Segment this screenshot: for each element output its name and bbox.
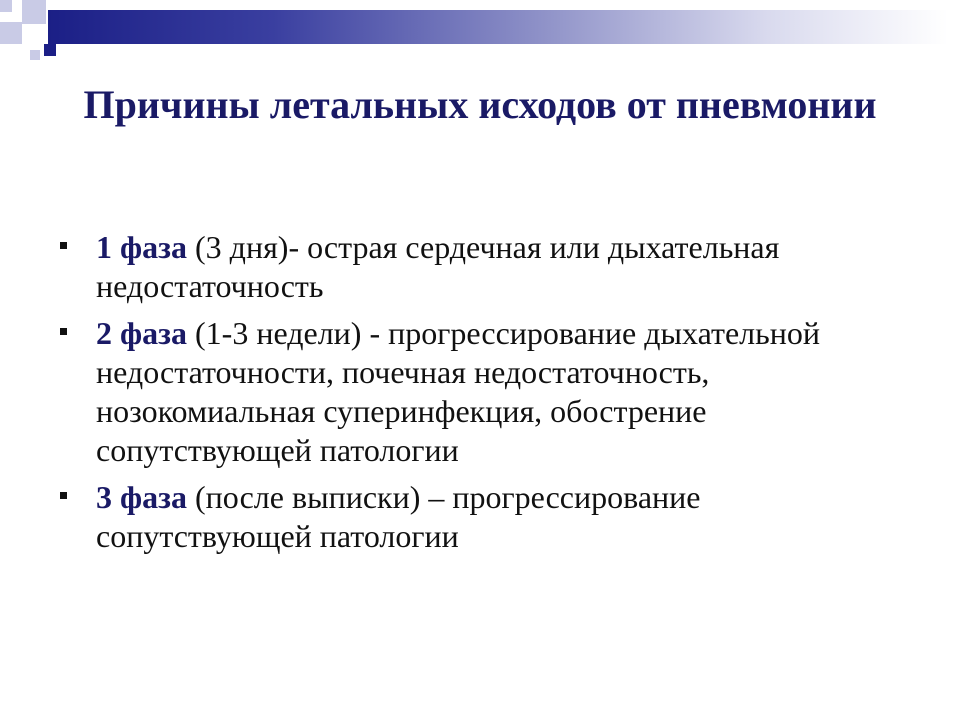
decorative-square bbox=[44, 44, 56, 56]
phase-label: 1 фаза bbox=[96, 229, 187, 265]
decorative-square bbox=[26, 26, 42, 42]
slide-title: Причины летальных исходов от пневмонии bbox=[83, 82, 877, 127]
phase-label: 2 фаза bbox=[96, 315, 187, 351]
phase-label: 3 фаза bbox=[96, 479, 187, 515]
decorative-square bbox=[0, 22, 22, 44]
phase-description: (1-3 недели) - прогрессирование дыхательной недостаточности, почечная недостаточность, нозокомиальная суперинфекция, обострение сопутствующей патологии bbox=[96, 315, 820, 468]
bullet-item-phase-3 bbox=[60, 478, 920, 556]
bullet-item-phase-1 bbox=[60, 228, 920, 306]
decorative-square bbox=[30, 50, 40, 60]
bullet-list bbox=[60, 228, 920, 564]
bullet-square-icon bbox=[60, 242, 67, 249]
decorative-square bbox=[22, 0, 46, 24]
phase-description: (3 дня)- острая сердечная или дыхательная недостаточность bbox=[96, 229, 780, 304]
header-gradient-bar bbox=[48, 10, 948, 44]
decorative-square bbox=[0, 0, 12, 12]
bullet-square-icon bbox=[60, 492, 67, 499]
bullet-item-phase-2 bbox=[60, 314, 920, 470]
bullet-square-icon bbox=[60, 328, 67, 335]
phase-description: (после выписки) – прогрессирование сопутствующей патологии bbox=[96, 479, 701, 554]
